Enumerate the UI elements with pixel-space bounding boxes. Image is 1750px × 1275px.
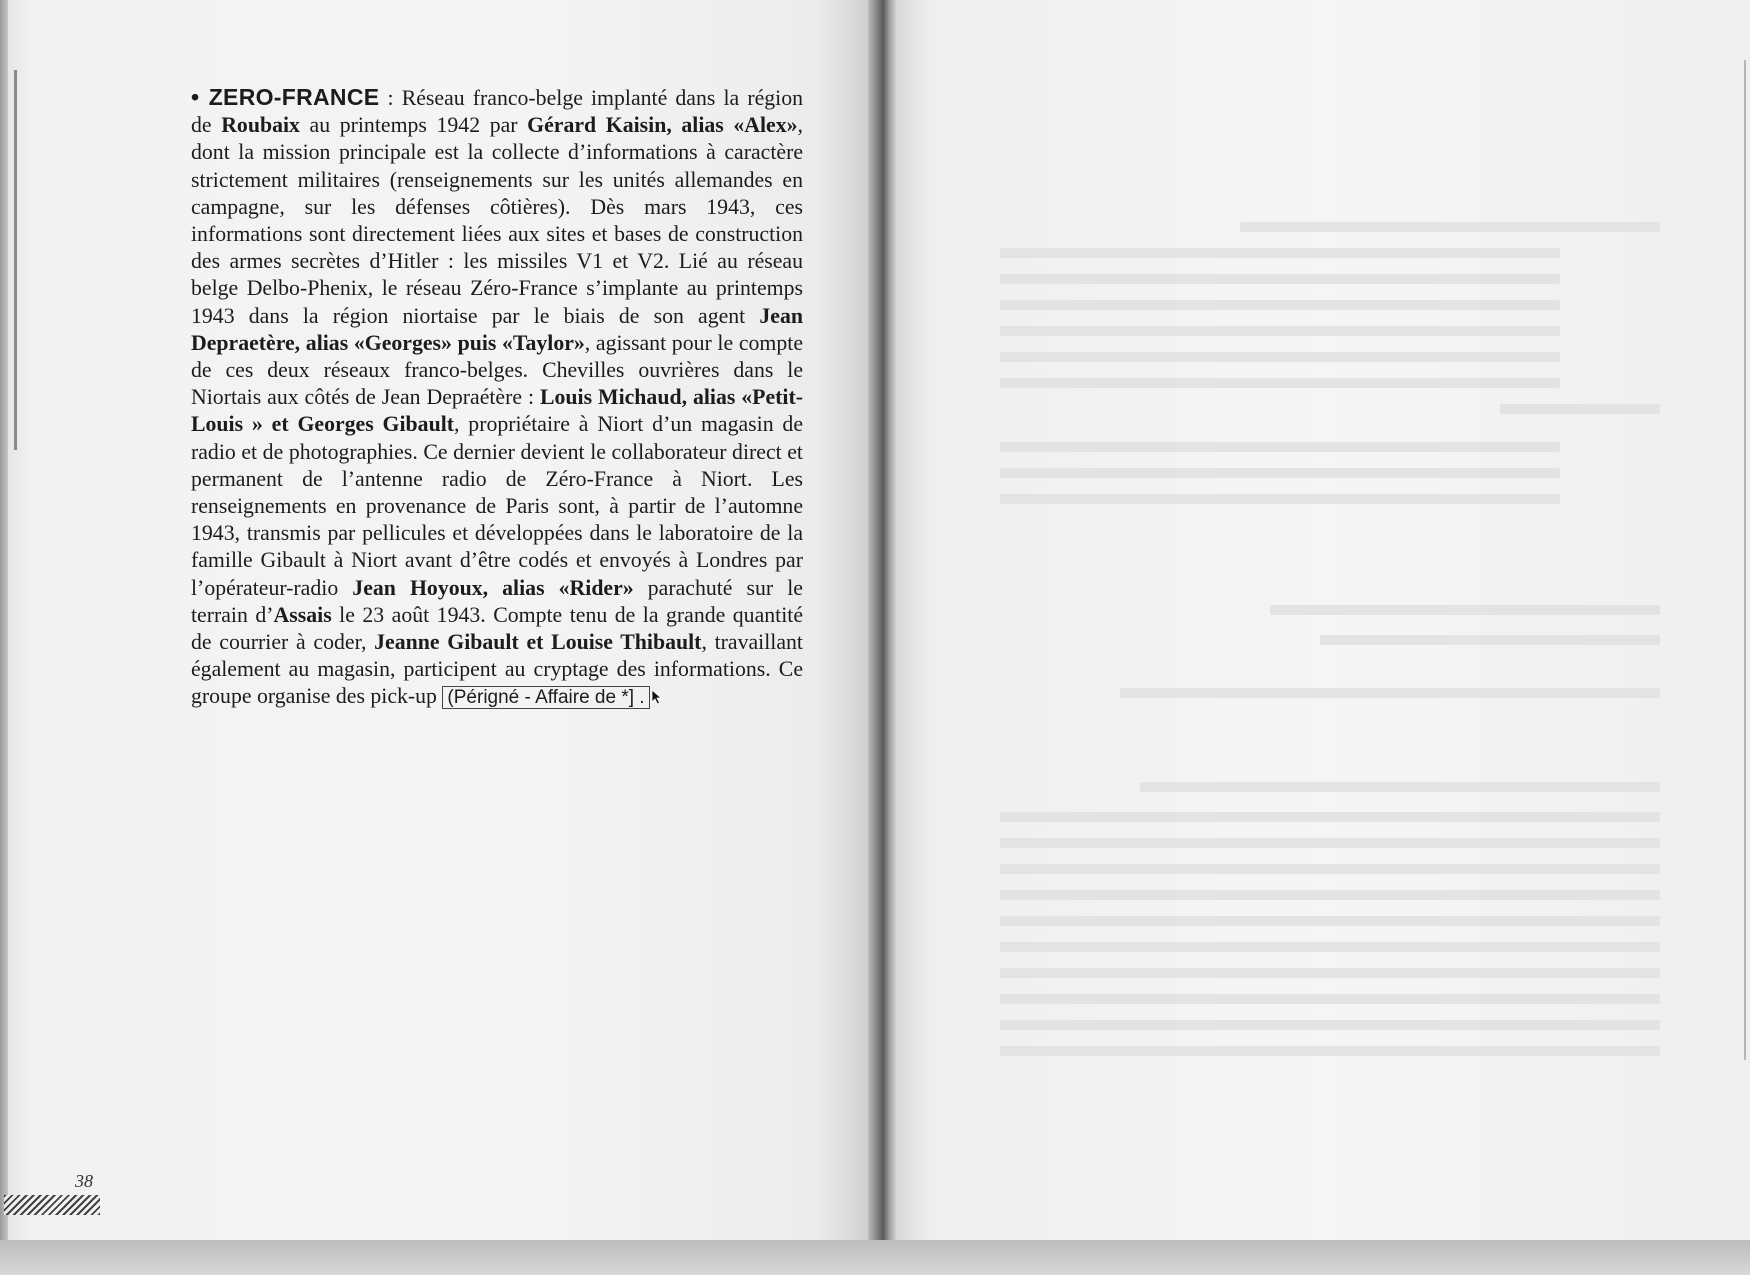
show-through-line xyxy=(1000,916,1560,926)
reference-text: (Périgné - Affaire de *] . xyxy=(447,687,645,709)
mouse-cursor-icon xyxy=(651,689,663,705)
show-through-line xyxy=(1000,890,1560,900)
bold-run: Jean Depraetère, alias «Georges» puis «Taylor» xyxy=(191,303,803,355)
bold-run: Gérard Kaisin, alias «Alex» xyxy=(527,113,798,138)
show-through-line xyxy=(1000,494,1560,504)
bottom-shadow xyxy=(0,1240,1750,1275)
show-through-line xyxy=(1000,968,1560,978)
show-through-line xyxy=(1120,688,1660,698)
show-through-line xyxy=(1000,326,1560,336)
text-run: , agissant pour le compte de ces deux réseaux franco-belges. Chevilles ouvrières dans le Niortais aux côtés de Jean Depraétère : xyxy=(191,330,803,410)
show-through-line xyxy=(1320,635,1660,645)
text-run: le 23 août 1943. Compte tenu de la grande quantité de courrier à coder, xyxy=(191,602,803,655)
show-through-line xyxy=(1000,300,1560,310)
page-edge-line xyxy=(14,70,17,450)
book-gutter xyxy=(868,0,898,1240)
bold-run: Assais xyxy=(273,602,332,627)
show-through-line xyxy=(1000,1046,1560,1056)
text-run: , dont la mission principale est la collecte d’informations à caractère strictement militaires (renseignements sur les unités allemandes en campagne, sur les défenses côtières). Dès mars 1943, ces informations sont directement liées aux sites et bases de construction des armes secrètes d’Hitler : les missiles V1 et V2. Lié au réseau belge Delbo-Phenix, le réseau Zéro-France s’implante au printemps 1943 dans la région niortaise par le biais de son agent xyxy=(191,113,803,328)
bold-run: Jean Hoyoux, alias «Rider» xyxy=(352,575,634,600)
show-through-line xyxy=(1140,782,1660,792)
bold-run: Roubaix xyxy=(221,113,300,138)
bold-run: Louis Michaud, alias «Petit-Louis » et Georges Gibault xyxy=(191,385,803,437)
show-through-line xyxy=(1000,442,1560,452)
show-through-line xyxy=(1000,838,1560,848)
text-run: : Réseau franco-belge implanté dans la région de xyxy=(191,86,803,138)
section-heading: • ZERO-FRANCE xyxy=(191,84,380,110)
text-run: au printemps 1942 par xyxy=(299,113,528,138)
zero-france-paragraph xyxy=(191,84,803,712)
show-through-line xyxy=(1000,942,1560,952)
show-through-line xyxy=(1000,352,1560,362)
reference-box xyxy=(442,686,649,709)
show-through-line xyxy=(1270,605,1660,615)
show-through-line xyxy=(1000,812,1560,822)
text-run: parachuté sur le terrain d’ xyxy=(191,575,803,627)
text-run: , travaillant également au magasin, participent au cryptage des informations. Ce groupe organise des pick-up xyxy=(191,630,803,709)
show-through-line xyxy=(1000,274,1560,284)
show-through-line xyxy=(1240,222,1660,232)
show-through-line xyxy=(1000,248,1560,258)
page-edge-line-right xyxy=(1744,60,1746,1060)
show-through-line xyxy=(1000,378,1560,388)
scan-hatch-mark xyxy=(4,1195,100,1215)
show-through-line xyxy=(1000,994,1560,1004)
paragraph-text xyxy=(191,86,803,708)
show-through-line xyxy=(1500,404,1660,414)
page-number: 38 xyxy=(75,1171,93,1191)
show-through-line xyxy=(1000,864,1560,874)
text-run: , propriétaire à Niort d’un magasin de radio et de photographies. Ce dernier devient le collaborateur direct et permanent de l’antenne radio de Zéro-France à Niort. Les renseignements en provenance de Paris sont, à partir de l’automne 1943, transmis par pellicules et développées dans le laboratoire de la famille Gibault à Niort avant d’être codés et envoyés à Londres par l’opérateur-radio xyxy=(191,412,804,600)
show-through-line xyxy=(1000,468,1560,478)
bold-run: Jeanne Gibault et Louise Thibault xyxy=(374,630,702,655)
show-through-line xyxy=(1000,1020,1560,1030)
